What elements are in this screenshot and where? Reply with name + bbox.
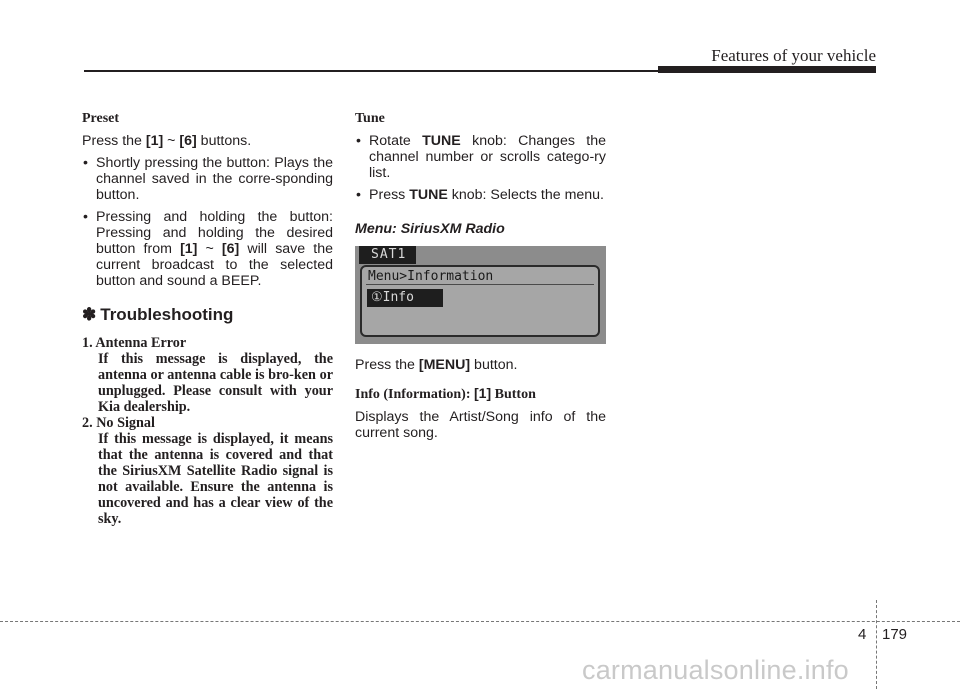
page-header-title: Features of your vehicle bbox=[711, 46, 876, 65]
bullet-icon: • bbox=[83, 155, 88, 171]
bullet-icon: • bbox=[83, 209, 88, 225]
list-item: • Pressing and holding the button: Pressing and holding the desired button from [1] ~ [6] will save the current broadcast to the selected button and sound a BEEP. bbox=[83, 209, 333, 289]
divider bbox=[366, 284, 594, 285]
item-title: 1. Antenna Error bbox=[82, 335, 187, 351]
sat-tab bbox=[359, 246, 416, 264]
info-menu-item bbox=[367, 289, 443, 307]
info-heading: Info (Information): [1] Button bbox=[355, 385, 536, 402]
item-description: If this message is displayed, it means that the antenna is covered and that the SiriusXM Satellite Radio signal is not available. Ensure the antenna is uncovered and has a clear view of the sky. bbox=[98, 431, 333, 527]
right-column bbox=[355, 111, 606, 447]
item-description: If this message is displayed, the antenna or antenna cable is bro-ken or unplugged. Please consult with your Kia dealership. bbox=[98, 351, 333, 415]
list-item bbox=[82, 415, 333, 527]
radio-display-figure bbox=[355, 246, 606, 344]
tune-heading: Tune bbox=[355, 111, 385, 126]
sat-tab-label: SAT1 bbox=[371, 247, 407, 262]
note-mark-icon: ✽ bbox=[82, 305, 97, 324]
footer-rule bbox=[0, 621, 960, 622]
item-title: 2. No Signal bbox=[82, 415, 155, 431]
bullet-icon: • bbox=[356, 133, 361, 149]
troubleshooting-heading: ✽ Troubleshooting bbox=[82, 305, 234, 324]
list-item: • Press TUNE knob: Selects the menu. bbox=[356, 187, 604, 203]
info-description: Displays the Artist/Song info of the current song. bbox=[355, 409, 606, 441]
header-rule bbox=[84, 70, 658, 72]
left-column bbox=[82, 111, 333, 527]
watermark: carmanualsonline.info bbox=[582, 655, 849, 685]
preset-intro: Press the [1] ~ [6] buttons. bbox=[82, 133, 252, 149]
press-menu-text: Press the [MENU] button. bbox=[355, 357, 518, 373]
preset-heading: Preset bbox=[82, 111, 120, 126]
display-screen bbox=[360, 265, 600, 337]
list-item: • Shortly pressing the button: Plays the channel saved in the corre-sponding button. bbox=[83, 155, 333, 203]
menu-path: Menu>Information bbox=[368, 269, 494, 284]
header-rule-accent bbox=[658, 66, 876, 73]
list-item: • Rotate TUNE knob: Changes the channel number or scrolls catego-ry list. bbox=[356, 133, 606, 181]
menu-heading: Menu: SiriusXM Radio bbox=[355, 221, 505, 237]
bullet-icon: • bbox=[356, 187, 361, 203]
info-menu-label: ①Info bbox=[371, 290, 414, 305]
preset-bullets bbox=[82, 155, 333, 289]
chapter-number: 4 bbox=[858, 626, 867, 643]
tune-bullets bbox=[355, 133, 606, 203]
troubleshooting-list bbox=[82, 335, 333, 527]
footer-divider bbox=[876, 600, 877, 689]
list-item bbox=[82, 335, 333, 415]
page-number: 179 bbox=[882, 626, 908, 643]
